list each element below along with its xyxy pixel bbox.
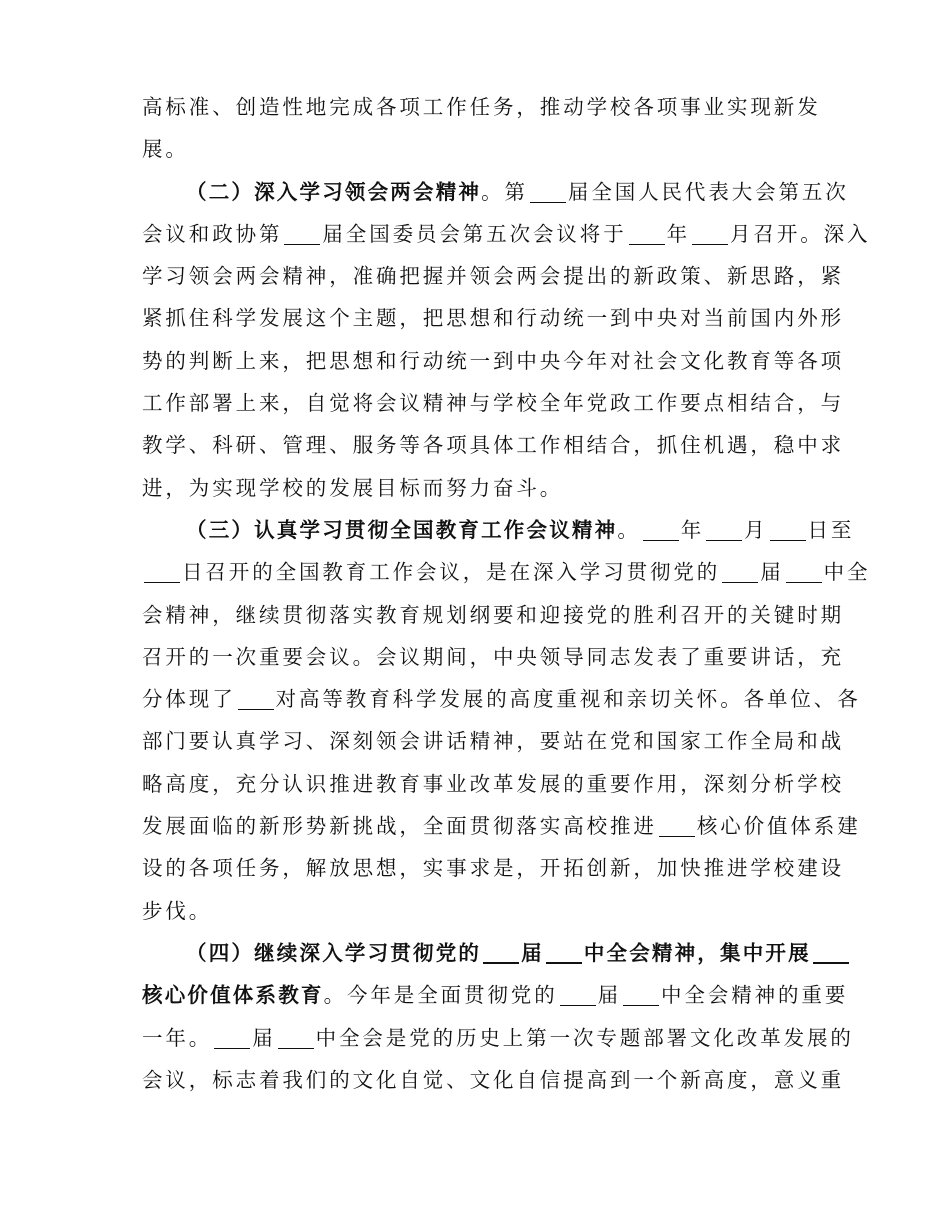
text-run: 分体现了 <box>142 687 236 712</box>
blank-underline <box>144 560 180 583</box>
text-run: 一年。 <box>142 1025 213 1050</box>
text-run: 部门要认真学习、深刻领会讲话精神，要站在党和国家工作全局和战 <box>142 729 844 754</box>
text-run: 届 <box>597 983 622 1008</box>
blank-underline <box>786 560 822 583</box>
text-run: 年 <box>666 221 691 246</box>
text-run: 日召开的全国教育工作会议，是在深入学习贯彻党的 <box>182 560 721 585</box>
section-heading-line <box>142 932 812 974</box>
text-run: 。 <box>617 517 641 542</box>
paragraph-line <box>142 382 844 424</box>
text-run: 会精神，继续贯彻落实教育规划纲要和迎接党的胜利召开的关键时期 <box>142 602 844 627</box>
text-run: 展。 <box>142 137 189 162</box>
section-heading-line <box>142 171 849 213</box>
text-run: 步伐。 <box>142 898 213 923</box>
blank-underline <box>643 518 679 541</box>
document-page <box>142 86 871 1101</box>
section-heading: 核心价值体系教育 <box>142 983 324 1008</box>
paragraph-line <box>142 805 861 847</box>
section-heading: （四）继续深入学习贯彻党的 <box>186 940 482 965</box>
blank-underline <box>813 940 849 964</box>
text-run: 教学、科研、管理、服务等各项具体工作相结合，抓住机遇，稳中求 <box>142 433 844 458</box>
blank-underline <box>623 983 659 1006</box>
text-run: 届全国人民代表大会第五次 <box>567 179 849 204</box>
blank-underline <box>692 222 728 245</box>
text-run: 届全国委员会第五次会议将于 <box>322 221 627 246</box>
paragraph-line <box>142 678 861 720</box>
paragraph-line <box>142 1059 844 1101</box>
blank-underline <box>214 1026 250 1049</box>
paragraph-line <box>142 213 871 255</box>
blank-underline <box>659 814 695 837</box>
text-run: 势的判断上来，把思想和行动统一到中央今年对社会文化教育等各项 <box>142 348 844 373</box>
text-run: 届 <box>760 560 784 585</box>
text-run: 年 <box>680 517 705 542</box>
text-run: 中全会是党的历史上第一次专题部署文化改革发展的 <box>315 1025 854 1050</box>
paragraph-line <box>142 340 844 382</box>
paragraph-line <box>142 847 844 889</box>
blank-underline <box>284 222 320 245</box>
text-run: 会议和政协第 <box>142 221 283 246</box>
paragraph-line <box>142 128 812 170</box>
blank-underline <box>560 983 596 1006</box>
blank-underline <box>278 1026 314 1049</box>
blank-underline <box>530 180 566 203</box>
paragraph-line <box>142 974 849 1016</box>
blank-underline <box>722 560 758 583</box>
text-run: 。第 <box>481 179 528 204</box>
paragraph-line <box>142 255 844 297</box>
blank-underline <box>629 222 665 245</box>
paragraph-line <box>142 297 844 339</box>
blank-underline <box>238 687 274 710</box>
blank-underline <box>546 940 582 964</box>
text-run: 对高等教育科学发展的高度重视和亲切关怀。各单位、各 <box>275 687 861 712</box>
text-run: 届 <box>252 1025 276 1050</box>
text-run: 。今年是全面贯彻党的 <box>323 983 558 1008</box>
paragraph-line <box>142 594 844 636</box>
paragraph-line <box>142 763 844 805</box>
section-heading: （二）深入学习领会两会精神 <box>186 179 482 204</box>
section-heading: 中全会精神，集中开展 <box>583 940 811 965</box>
text-run: 召开的一次重要会议。会议期间，中央领导同志发表了重要讲话，充 <box>142 644 844 669</box>
text-run: 高标准、创造性地完成各项工作任务，推动学校各项事业实现新发 <box>142 95 821 119</box>
paragraph-line <box>142 424 844 466</box>
paragraph-line <box>142 1017 854 1059</box>
text-run: 设的各项任务，解放思想，实事求是，开拓创新，加快推进学校建设 <box>142 856 844 881</box>
text-run: 略高度，充分认识推进教育事业改革发展的重要作用，深刻分析学校 <box>142 771 844 796</box>
text-run: 中全 <box>823 560 871 585</box>
paragraph-line <box>142 720 844 762</box>
paragraph-line <box>142 551 871 593</box>
paragraph-line <box>142 636 844 678</box>
text-run: 核心价值体系建 <box>696 814 861 839</box>
text-run: 发展面临的新形势新挑战，全面贯彻落实高校推进 <box>142 814 657 839</box>
text-run: 会议，标志着我们的文化自觉、文化自信提高到一个新高度，意义重 <box>142 1067 844 1092</box>
text-run: 日至 <box>807 517 855 542</box>
text-run: 工作部署上来，自觉将会议精神与学校全年党政工作要点相结合，与 <box>142 391 844 416</box>
text-run: 紧抓住科学发展这个主题，把思想和行动统一到中央对当前国内外形 <box>142 306 844 331</box>
section-heading: （三）认真学习贯彻全国教育工作会议精神 <box>186 517 618 542</box>
paragraph-line <box>142 467 812 509</box>
text-run: 学习领会两会精神，准确把握并领会两会提出的新政策、新思路，紧 <box>142 264 844 289</box>
blank-underline <box>706 518 742 541</box>
blank-underline <box>770 518 806 541</box>
paragraph-line <box>142 890 812 932</box>
text-run: 月 <box>744 517 768 542</box>
section-heading-line <box>142 509 855 551</box>
text-run: 中全会精神的重要 <box>661 983 849 1008</box>
text-run: 进，为实现学校的发展目标而努力奋斗。 <box>142 475 564 500</box>
blank-underline <box>483 940 519 964</box>
section-heading: 届 <box>521 940 544 965</box>
text-run: 月召开。深入 <box>730 221 871 246</box>
paragraph-line <box>142 86 821 128</box>
